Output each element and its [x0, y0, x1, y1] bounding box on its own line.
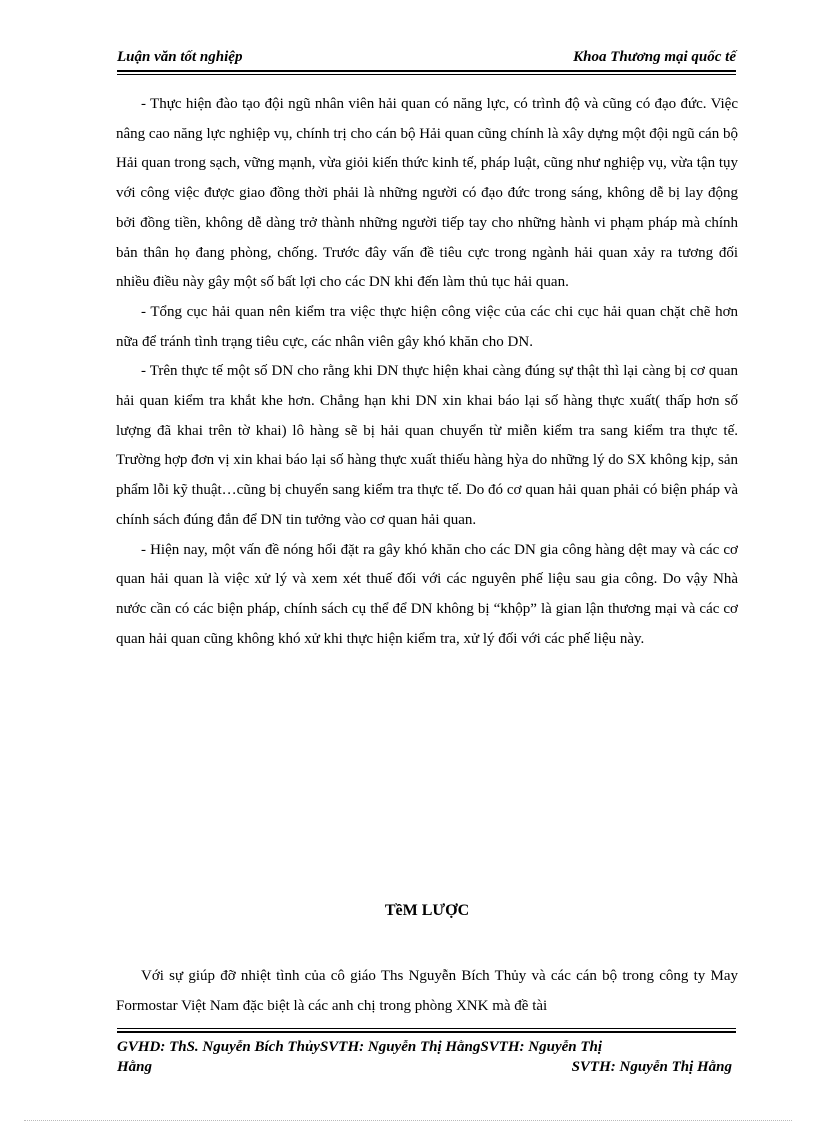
page-footer — [117, 1028, 736, 1075]
section-title: TềM LƯỢC — [384, 902, 470, 919]
paragraph: - Hiện nay, một vấn đề nóng hổi đặt ra gây khó khăn cho các DN gia công hàng dệt may và các cơ quan hải quan là việc xử lý và xem xét thuế đối với các nguyên phế liệu sau gia công. Do vậy Nhà nước cần có các biện pháp, chính sách cụ thể để DN không bị “khộp” là gian lận thương mại và các cơ quan hải quan cũng không khó xử khi thực hiện kiểm tra, xử lý đối với các phế liệu này. — [116, 541, 738, 647]
page-bottom-rule — [24, 1120, 792, 1121]
body-text — [116, 90, 738, 654]
header-thesis-label: Luận văn tốt nghiệp — [117, 49, 243, 65]
paragraph: - Tổng cục hải quan nên kiểm tra việc thực hiện công việc của các chi cục hải quan chặt chẽ hơn nữa để tránh tình trạng tiêu cực, các nhân viên gây khó khăn cho DN. — [116, 303, 738, 350]
header-faculty-label: Khoa Thương mại quốc tế — [573, 49, 736, 65]
section-text — [116, 962, 738, 1021]
page-header — [117, 48, 736, 72]
footer-line-1: GVHD: ThS. Nguyễn Bích ThủySVTH: Nguyễn Thị HằngSVTH: Nguyễn Thị — [117, 1039, 603, 1055]
paragraph: Với sự giúp đỡ nhiệt tình của cô giáo Ths Nguyễn Bích Thủy và các cán bộ trong công ty May Formostar Việt Nam đặc biệt là các anh chị trong phòng XNK mà đề tài — [116, 968, 738, 1014]
paragraph: - Trên thực tế một số DN cho rằng khi DN thực hiện khai càng đúng sự thật thì lại càng bị cơ quan hải quan kiểm tra khắt khe hơn. Chẳng hạn khi DN xin khai báo lại số hàng thực xuất( thấp hơn số lượng đã khai trên tờ khai) lô hàng sẽ bị hải quan chuyển từ miễn kiểm tra sang kiểm tra thực tế. Trường hợp đơn vị xin khai báo lại số hàng thực xuất thiếu hàng hỳa do những lý do SX không kịp, sản phẩm lỗi kỹ thuật…cũng bị chuyển sang kiểm tra thực tế. Do đó cơ quan hải quan phải có biện pháp và chính sách đúng đắn để DN tin tưởng vào cơ quan hải quan. — [116, 363, 738, 528]
paragraph: - Thực hiện đào tạo đội ngũ nhân viên hải quan có năng lực, có trình độ và cũng có đạo đức. Việc nâng cao năng lực nghiệp vụ, chính trị cho cán bộ Hải quan cũng chính là xây dựng một đội ngũ cán bộ Hải quan trong sạch, vững mạnh, vừa giỏi kiến thức kinh tế, pháp luật, cũng như nghiệp vụ, vừa tận tụy với công việc được giao đồng thời phải là những người có đạo đức trong sáng, không dễ bị lay động bởi đồng tiền, không dễ dàng trở thành những người tiếp tay cho những hành vi phạm pháp mà chính bản thân họ đang phòng, chống. Trước đây vấn đề tiêu cực trong ngành hải quan xảy ra tương đối nhiều điều này gây một số bất lợi cho các DN khi đến làm thủ tục hải quan. — [116, 96, 738, 291]
footer-line-2-right: SVTH: Nguyễn Thị Hằng — [571, 1059, 732, 1075]
footer-line-2-left: Hằng — [117, 1059, 153, 1075]
